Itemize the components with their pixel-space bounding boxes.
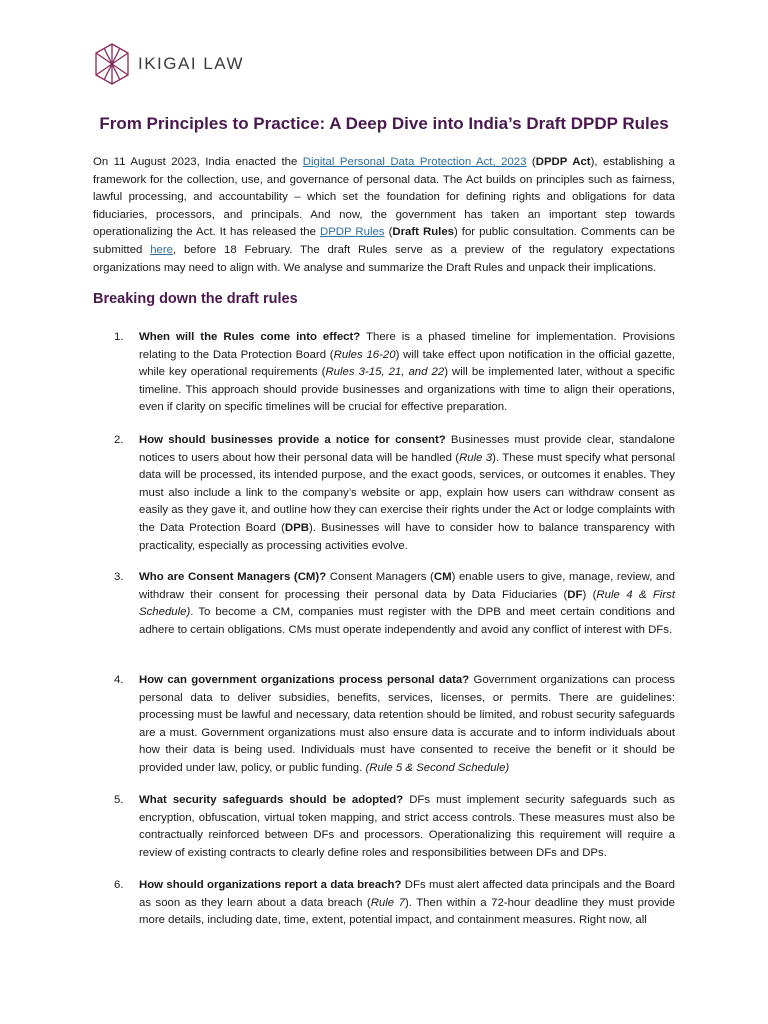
item-question: How should businesses provide a notice for consent? [139, 434, 446, 446]
logo-text: IKIGAI LAW [138, 54, 245, 73]
item-text: Businesses must provide clear, standalone notices to users about how their personal data will be handled ( [139, 434, 675, 464]
item-text: ). These must specify what personal data will be processed, its intended purpose, and the exact goods, services, or outcomes it enables. They must also include a link to the company’s website or app, explain how users can withdraw consent as easily as they gave it, and outline how they can exercise their rights under the Act or lodge complaints with the Data Protection Board ( [139, 451, 675, 534]
item-bold: DF [567, 588, 583, 601]
item-number: 1. [114, 331, 124, 343]
item-text: ) will be implemented later, without a specific timeline. This approach should provide businesses and organizations with time to align their operations, even if clarity on specific timelines will be crucial for effective preparation. [139, 366, 676, 414]
list-item [114, 569, 675, 639]
item-question: What security safeguards should be adopted? [139, 794, 404, 806]
list-item [114, 672, 675, 778]
item-ref: Rule 3 [459, 451, 493, 464]
list-item [114, 792, 675, 862]
intro-bold: DPDP Act [535, 156, 591, 168]
item-number: 6. [114, 879, 124, 891]
ikigai-logo-icon [92, 42, 132, 86]
item-body [139, 672, 675, 778]
item-body [139, 432, 675, 555]
section-heading: Breaking down the draft rules [93, 291, 298, 307]
list-item [114, 329, 675, 417]
intro-text: ( [384, 226, 393, 239]
item-text: Government organizations can process personal data to deliver subsidies, benefits, services, licenses, or permits. There are guidelines: processing must be lawful and necessary, data retention should be limited, and robust security safeguards are a must. Government organizations must also ensure data is accurate and to inform individuals about how their data is being used. Individuals must have consented to receive the benefit or it should be provided under law, policy, or public funding. [139, 674, 675, 774]
dpdp-act-link[interactable]: Digital Personal Data Protection Act, 2023 [302, 156, 527, 168]
item-text: . To become a CM, companies must register with the DPB and meet certain conditions and adhere to certain obligations. CMs must operate independently and avoid any conflict of interest with DFs. [139, 606, 675, 636]
intro-text: ), establishing a framework for the collection, use, and governance of personal data. The Act builds on principles such as fairness, lawful processing, and accountability – which set the foundation for defining rights and obligations for data fiduciaries, processors, and principals. And now, the government has taken an important step towards operationalizing the Act. It has released the [93, 156, 675, 239]
document-title: From Principles to Practice: A Deep Dive into India’s Draft DPDP Rules [99, 114, 669, 133]
item-question: How should organizations report a data breach? [139, 879, 402, 891]
intro-bold: Draft Rules [392, 226, 454, 239]
dpdp-rules-link[interactable]: DPDP Rules [319, 226, 385, 239]
list-item [114, 432, 675, 555]
item-ref: Rule 4 & First Schedule) [139, 588, 675, 619]
intro-text: , before 18 February. The draft Rules serve as a preview of the regulatory expectations organizations may need to align with. We analyse and summarize the Draft Rules and unpack their implications. [93, 243, 675, 274]
item-ref: Rule 7 [370, 896, 405, 909]
item-text: ) will take effect upon notification in the official gazette, while key operational requirements ( [139, 348, 676, 379]
comments-here-link[interactable]: here [150, 243, 173, 256]
item-text: ). Then within a 72-hour deadline they must provide more details, including date, time, extent, potential impact, and containment measures. Right now, all [139, 896, 675, 927]
item-ref: Rules 16-20 [333, 348, 396, 361]
item-bold: DPB [284, 521, 309, 534]
item-body [139, 569, 675, 639]
item-text: ). Businesses will have to consider how to balance transparency with practicality, especially as processing activities evolve. [139, 521, 676, 552]
item-number: 3. [114, 571, 124, 583]
item-text: ) enable users to give, manage, review, and withdraw their consent for processing their personal data by Data Fiduciaries ( [139, 571, 675, 601]
item-body [139, 877, 675, 930]
intro-text: ) for public consultation. Comments can be submitted [93, 226, 676, 256]
intro-text: ( [526, 156, 536, 168]
list-item [114, 877, 675, 930]
item-body [139, 792, 675, 862]
item-number: 5. [114, 794, 124, 806]
intro-paragraph [93, 154, 675, 277]
item-text: ) ( [582, 588, 597, 601]
item-bold: CM [433, 571, 452, 583]
item-ref: (Rule 5 & Second Schedule) [365, 761, 510, 774]
item-text: Consent Managers ( [326, 571, 434, 583]
item-text: DFs must implement security safeguards such as encryption, obfuscation, virtual token mapping, and strict access controls. These measures must also be contractually reinforced between DFs and processors. Operationalizing this requirement will require a review of existing contracts to clearly define roles and responsibilities between DFs and DPs. [139, 794, 675, 859]
item-question: How can government organizations process personal data? [139, 674, 470, 686]
intro-text: On 11 August 2023, India enacted the [93, 156, 303, 168]
item-ref: Rules 3-15, 21, and 22 [325, 366, 445, 379]
item-number: 4. [114, 674, 124, 686]
company-logo [92, 42, 244, 86]
item-text: There is a phased timeline for implementation. Provisions relating to the Data Protection Board ( [139, 331, 676, 361]
item-number: 2. [114, 434, 124, 446]
item-body [139, 329, 675, 417]
item-text: DFs must alert affected data principals and the Board as soon as they learn about a data breach ( [139, 879, 676, 909]
item-question: Who are Consent Managers (CM)? [139, 571, 327, 583]
item-question: When will the Rules come into effect? [139, 331, 361, 343]
